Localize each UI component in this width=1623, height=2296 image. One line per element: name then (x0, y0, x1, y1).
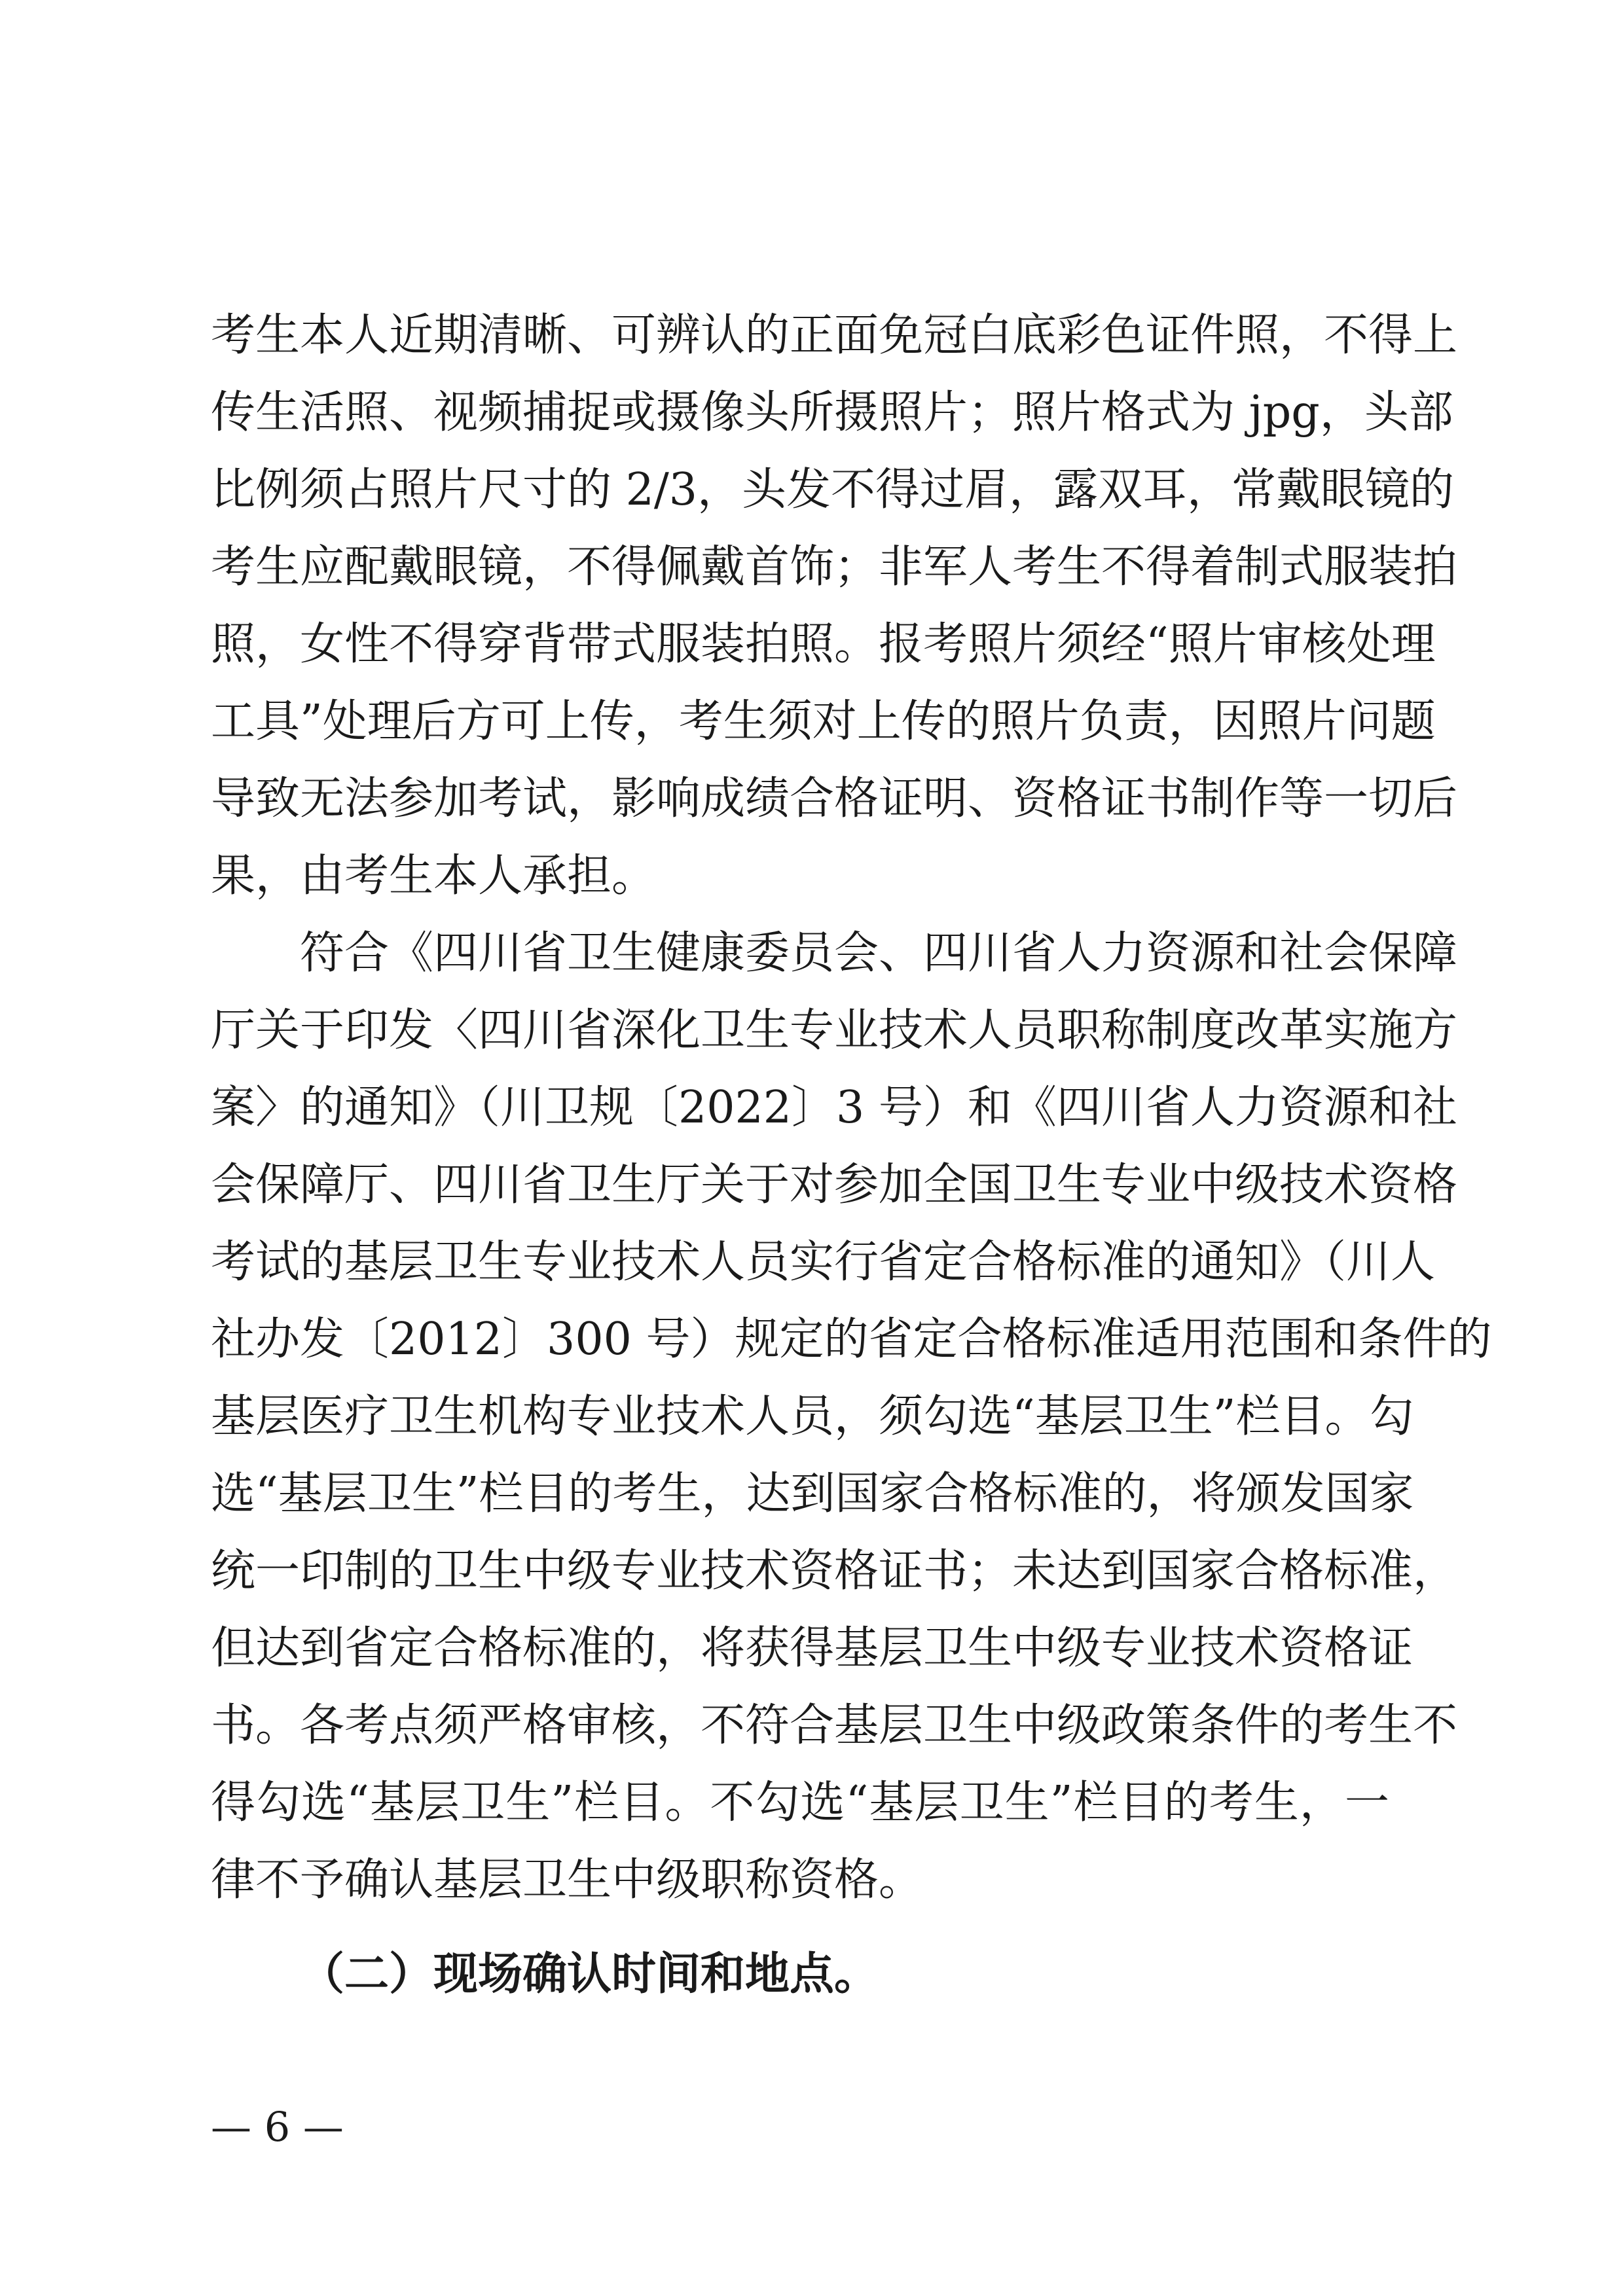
body-text-line: 社办发〔2012〕300 号）规定的省定合格标准适用范围和条件的 (211, 1314, 1492, 1365)
section-heading: （二）现场确认时间和地点。 (300, 1948, 879, 2000)
body-text-line: 得勾选“基层卫生”栏目。不勾选“基层卫生”栏目的考生，一 (211, 1777, 1389, 1829)
body-text-line: 比例须占照片尺寸的 2/3，头发不得过眉，露双耳，常戴眼镜的 (211, 464, 1455, 516)
body-text-line: 照，女性不得穿背带式服装拍照。报考照片须经“照片审核处理 (211, 619, 1436, 670)
body-text-line: 工具”处理后方可上传，考生须对上传的照片负责，因照片问题 (211, 696, 1436, 747)
body-text-line: 考生应配戴眼镜，不得佩戴首饰；非军人考生不得着制式服装拍 (211, 541, 1458, 593)
body-text-line: 统一印制的卫生中级专业技术资格证书；未达到国家合格标准， (211, 1545, 1458, 1597)
body-text-line: 考试的基层卫生专业技术人员实行省定合格标准的通知》（川人 (211, 1236, 1436, 1288)
body-text-line: 厅关于印发〈四川省深化卫生专业技术人员职称制度改革实施方 (211, 1005, 1458, 1056)
body-text-line: 律不予确认基层卫生中级职称资格。 (211, 1854, 924, 1906)
paragraph-first-line: 符合《四川省卫生健康委员会、四川省人力资源和社会保障 (300, 927, 1458, 979)
body-text-line: 果，由考生本人承担。 (211, 850, 657, 902)
body-text-line: 书。各考点须严格审核，不符合基层卫生中级政策条件的考生不 (211, 1700, 1458, 1751)
body-text-line: 案〉的通知》（川卫规〔2022〕3 号）和《四川省人力资源和社 (211, 1082, 1457, 1134)
body-text-line: 会保障厅、四川省卫生厅关于对参加全国卫生专业中级技术资格 (211, 1159, 1458, 1211)
body-text-line: 考生本人近期清晰、可辨认的正面免冠白底彩色证件照，不得上 (211, 310, 1458, 361)
page-number: — 6 — (211, 2103, 344, 2151)
body-text-line: 选“基层卫生”栏目的考生，达到国家合格标准的，将颁发国家 (211, 1468, 1414, 1520)
body-text-line: 导致无法参加考试，影响成绩合格证明、资格证书制作等一切后 (211, 773, 1458, 825)
body-text-line: 但达到省定合格标准的，将获得基层卫生中级专业技术资格证 (211, 1623, 1413, 1674)
body-text-line: 基层医疗卫生机构专业技术人员，须勾选“基层卫生”栏目。勾 (211, 1391, 1414, 1443)
body-text-line: 传生活照、视频捕捉或摄像头所摄照片；照片格式为 jpg，头部 (211, 387, 1453, 439)
